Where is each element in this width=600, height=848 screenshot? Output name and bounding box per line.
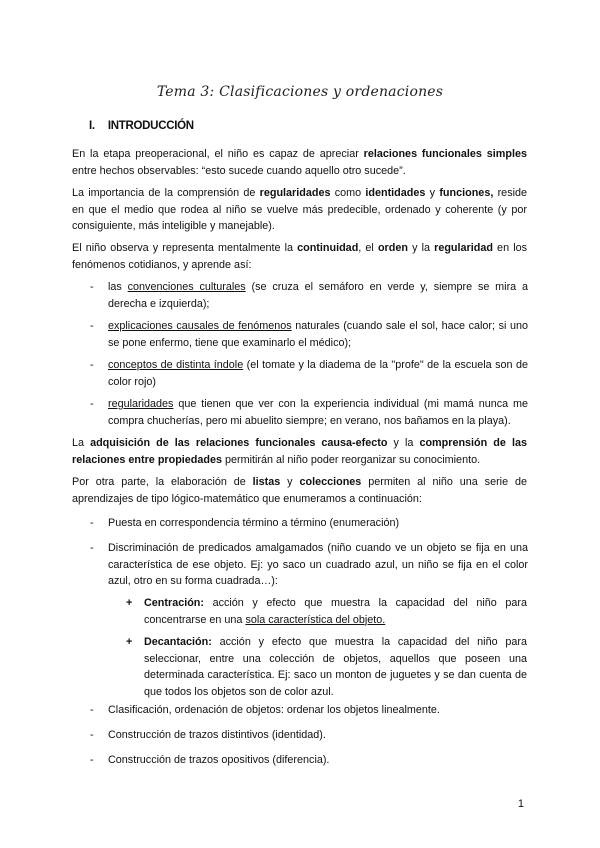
list-item: Construcción de trazos opositivos (diferencia). bbox=[108, 754, 330, 766]
p4-text-a: La bbox=[72, 437, 91, 449]
list-item-underlined: conceptos de distinta índole bbox=[108, 359, 244, 371]
paragraph-2 bbox=[72, 185, 527, 235]
p4-text-c: y la bbox=[387, 437, 420, 449]
p2-text-a: La importancia de la comprensión de bbox=[72, 187, 260, 199]
p2-bold-identidades: identidades bbox=[365, 187, 426, 199]
paragraph-4 bbox=[72, 435, 527, 468]
p3-bold-continuidad: continuidad bbox=[297, 242, 359, 254]
paragraph-5 bbox=[72, 474, 527, 507]
sub-item-term: Decantación: bbox=[144, 636, 212, 648]
list-item-underlined: regularidades bbox=[108, 398, 174, 410]
sub-list-item bbox=[144, 634, 527, 700]
p5-bold-colecciones: colecciones bbox=[299, 476, 362, 488]
list-item bbox=[108, 279, 528, 312]
page-title: Tema 3: Clasificaciones y ordenaciones bbox=[156, 84, 444, 100]
p3-bold-orden: orden bbox=[377, 242, 408, 254]
p3-text-a: El niño observa y representa mentalmente la bbox=[72, 242, 298, 254]
list-bullet: - bbox=[90, 754, 94, 766]
section-heading bbox=[89, 120, 194, 132]
list-bullet: - bbox=[90, 359, 94, 371]
list-bullet: - bbox=[90, 517, 94, 529]
p2-bold-funciones: funciones, bbox=[439, 187, 494, 199]
list-bullet: - bbox=[90, 542, 94, 554]
list-bullet: - bbox=[90, 398, 94, 410]
p1-text-a: En la etapa preoperacional, el niño es capaz de apreciar bbox=[72, 148, 364, 160]
list-bullet: - bbox=[90, 729, 94, 741]
sub-list-item bbox=[144, 595, 527, 628]
p2-text-c: como bbox=[330, 187, 366, 199]
p1-text-c: entre hechos observables: “esto sucede cuando aquello otro sucede”. bbox=[72, 164, 406, 177]
section-title: INTRODUCCIÓN bbox=[107, 120, 194, 132]
p3-text-e: y la bbox=[407, 242, 435, 254]
p3-text-c: , el bbox=[358, 242, 378, 254]
list-item-underlined: explicaciones causales de fenómenos bbox=[108, 320, 292, 332]
p4-text-e: permitirán al niño poder reorganizar su conocimiento. bbox=[222, 453, 481, 466]
p2-text-g: reside en que el medio que rodea al niño se vuelve más predecible, ordenado y coherente (y por consiguiente, más inteligible y manejable). bbox=[72, 187, 527, 232]
sub-bullet: + bbox=[126, 597, 133, 609]
sub-item-text: acción y efecto que muestra la capacidad del niño para concentrarse en una bbox=[144, 597, 527, 626]
list-item bbox=[108, 396, 528, 429]
p5-bold-listas: listas bbox=[252, 476, 281, 488]
list-item-text: (se cruza el semáforo en verde y, siempre se mira a derecha e izquierda); bbox=[108, 281, 528, 310]
list-item bbox=[108, 318, 528, 351]
p1-bold: relaciones funcionales simples bbox=[363, 148, 527, 160]
paragraph-1 bbox=[72, 146, 527, 179]
sub-bullet: + bbox=[126, 636, 133, 648]
list-item-text: naturales (cuando sale el sol, hace calor; si uno se pone enfermo, tiene que examinarlo el médico); bbox=[108, 320, 528, 349]
sub-item-underlined: sola característica del objeto. bbox=[245, 613, 386, 626]
list-item: Puesta en correspondencia término a término (enumeración) bbox=[108, 517, 400, 529]
p5-text-a: Por otra parte, la elaboración de bbox=[72, 476, 253, 488]
list-item-text: que tienen que ver con la experiencia individual (mi mamá nunca me compra chucherías, pero mi abuelito siempre; en verano, nos bañamos en la playa). bbox=[108, 398, 528, 427]
p4-bold-b: comprensión de las relaciones entre propiedades bbox=[72, 437, 527, 466]
p3-text-g: en los fenómenos cotidianos, y aprende así: bbox=[72, 242, 527, 271]
list-item: Discriminación de predicados amalgamados (niño cuando ve un objeto se fija en una característica de ese objeto. Ej: yo saco un cuadrado azul, un niño se fija en el color azul, otro en su forma cuadrada…): bbox=[108, 542, 528, 587]
sub-item-term: Centración: bbox=[144, 597, 204, 609]
list-item-underlined: convenciones culturales bbox=[127, 281, 246, 293]
list-bullet: - bbox=[90, 704, 94, 716]
list-item bbox=[108, 357, 528, 390]
list-item: Clasificación, ordenación de objetos: ordenar los objetos linealmente. bbox=[108, 704, 440, 716]
p4-bold-a: adquisición de las relaciones funcionales causa-efecto bbox=[90, 437, 388, 449]
page-number: 1 bbox=[517, 798, 524, 810]
list-bullet: - bbox=[90, 320, 94, 332]
p2-bold-regularidades: regularidades bbox=[259, 187, 331, 199]
list-item: Construcción de trazos distintivos (identidad). bbox=[108, 729, 326, 741]
list-bullet: - bbox=[90, 281, 94, 293]
list-item-text: (el tomate y la diadema de la "profe" de la escuela son de color rojo) bbox=[108, 359, 528, 388]
p5-text-e: permiten al niño una serie de aprendizajes de tipo lógico-matemático que enumeramos a continuación: bbox=[72, 476, 527, 505]
list-item-text: las bbox=[108, 281, 128, 293]
p5-text-c: y bbox=[280, 476, 300, 488]
p2-text-e: y bbox=[425, 187, 440, 199]
p3-bold-regularidad: regularidad bbox=[434, 242, 493, 254]
paragraph-3 bbox=[72, 240, 527, 273]
section-number: I. bbox=[89, 120, 95, 132]
sub-item-text: acción y efecto que muestra la capacidad del niño para seleccionar, entre una colección de objetos, aquellos que poseen una determinada característica. Ej: saco un monton de juguetes y se dan cuenta de que todos los objetos son de color azul. bbox=[144, 636, 527, 698]
